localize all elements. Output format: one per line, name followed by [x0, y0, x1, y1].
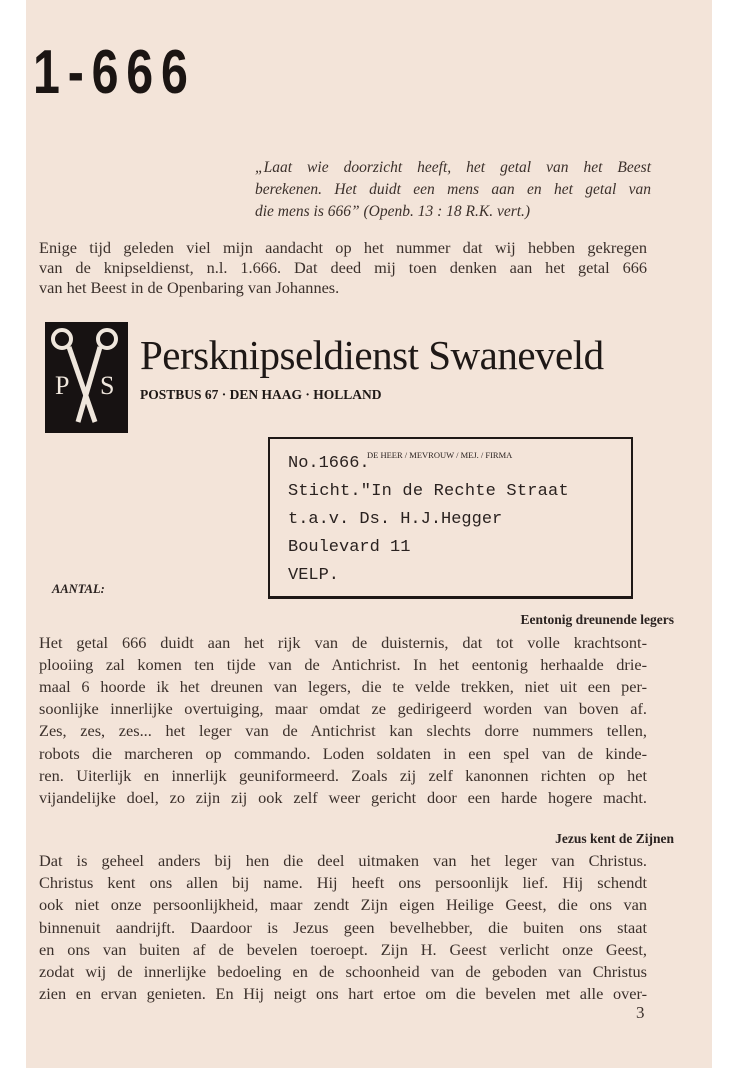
page-title: 1-666 — [33, 38, 196, 107]
epigraph-line: die mens is 666” (Openb. 13 : 18 R.K. vert.) — [255, 203, 531, 220]
label-line: Boulevard 11 — [288, 538, 411, 557]
text-line: Enige tijd geleden viel mijn aandacht op het nummer dat wij hebben gekregen — [39, 238, 647, 257]
label-line: t.a.v. Ds. H.J.Hegger — [288, 510, 503, 529]
text-line: soonlijke innerlijke overtuiging, maar omdat ze gedirigeerd worden van boven af. — [39, 699, 647, 718]
text-line: Zes, zes, zes... het leger van de Antichrist kan slechts dorre nummers tellen, — [39, 721, 647, 740]
svg-text:P: P — [55, 371, 70, 400]
text-line: plooiing zal komen ten tijde van de Antichrist. In het eentonig herhaalde drie- — [39, 655, 647, 674]
text-line: binnenuit aandrijft. Daardoor is Jezus geen bevelhebber, die buiten ons staat — [39, 918, 647, 937]
epigraph-line: berekenen. Het duidt een mens aan en het getal van — [255, 181, 651, 198]
svg-text:S: S — [100, 371, 115, 400]
label-line: Sticht."In de Rechte Straat — [288, 482, 569, 501]
text-line: ren. Uiterlijk en innerlijk geuniformeerd. Zoals zij zelf kanonnen richten op het — [39, 766, 647, 785]
label-line: VELP. — [288, 566, 340, 585]
aantal-label: AANTAL: — [52, 582, 105, 596]
company-address: POSTBUS 67 · DEN HAAG · HOLLAND — [140, 387, 382, 402]
company-name: Persknipseldienst Swaneveld — [140, 332, 604, 378]
text-line: Dat is geheel anders bij hen die deel uitmaken van het leger van Christus. — [39, 851, 647, 870]
text-line: ook niet onze persoonlijkheid, maar zendt Zijn eigen Heilige Geest, die ons van — [39, 895, 647, 914]
epigraph-line: „Laat wie doorzicht heeft, het getal van het Beest — [255, 159, 651, 176]
section-heading: Jezus kent de Zijnen — [555, 831, 674, 846]
page-number: 3 — [636, 1003, 645, 1022]
text-line: zodat wij de innerlijke bedoeling en de schoonheid van de geboden van Christus — [39, 962, 647, 981]
section-heading: Eentonig dreunende legers — [520, 612, 674, 627]
text-line: zien en ervan genieten. En Hij neigt ons hart ertoe om die bevelen met alle over- — [39, 984, 647, 1003]
text-line: Christus kent ons allen bij name. Hij heeft ons persoonlijk lief. Hij schendt — [39, 873, 647, 892]
text-line: maal 6 hoorde ik het dreunen van legers, die te velde trekken, niet uit een per- — [39, 677, 647, 696]
scissors-logo — [45, 322, 128, 433]
text-line: en ons van buiten af de bevelen toeroept. Zijn H. Geest verlicht onze Geest, — [39, 940, 647, 959]
scissors-icon — [45, 322, 128, 433]
text-line: Het getal 666 duidt aan het rijk van de duisternis, dat tot volle krachtsont- — [39, 633, 647, 652]
text-line: robots die marcheren op commando. Loden soldaten in een spel van de kinde- — [39, 744, 647, 763]
text-line: van het Beest in de Openbaring van Johannes. — [39, 278, 340, 297]
text-line: van de knipseldienst, n.l. 1.666. Dat deed mij toen denken aan het getal 666 — [39, 258, 647, 277]
text-line: vijandelijke doel, zo zijn zij ook zelf weer gericht door een harde hogere macht. — [39, 788, 647, 807]
label-line: No.1666. — [288, 454, 370, 473]
address-label — [268, 437, 633, 599]
salutation-options: DE HEER / MEVROUW / MEJ. / FIRMA — [367, 450, 513, 460]
